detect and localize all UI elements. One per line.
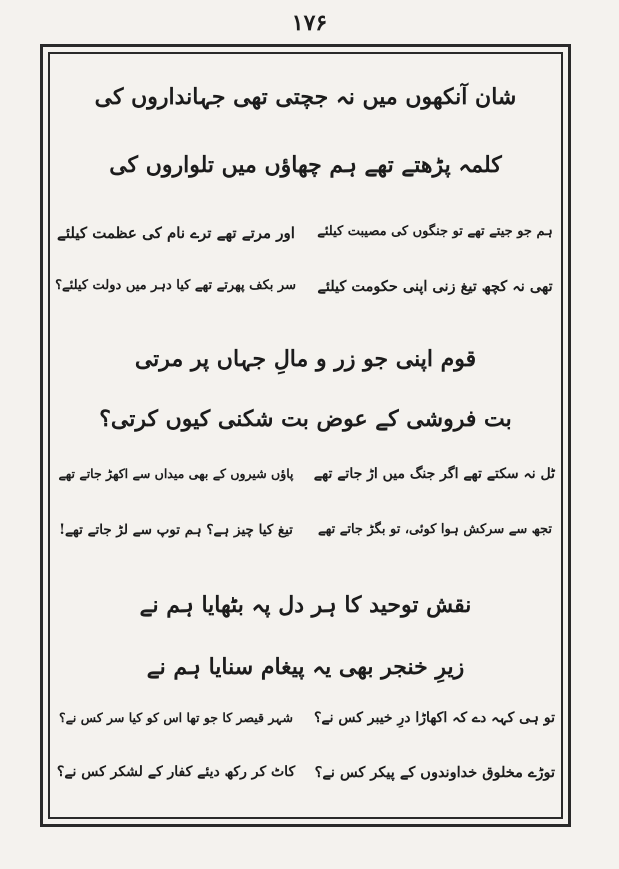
poem-center-line: بت فروشی کے عوض بت شکنی کیوں کرتی؟ [99,406,512,432]
hemistich-first: توڑے مخلوق خداوندوں کے پیکر کس نے؟ [314,764,555,781]
hemistich-first: تو ہی کہہ دے کہ اکھاڑا درِ خیبر کس نے؟ [313,710,555,726]
hemistich-first: ہم جو جیتے تھے تو جنگوں کی مصیبت کیلئے [317,224,553,239]
hemistich-first: ٹل نہ سکتے تھے اگر جنگ میں اڑ جاتے تھے [313,466,555,482]
poem-body [56,62,555,812]
hemistich-second: شہر قیصر کا جو تھا اس کو کیا سر کس نے؟ [58,710,294,725]
poem-couplet [56,764,555,800]
hemistich-second: سر بکف پھرتے تھے کیا دہر میں دولت کیلئے؟ [55,278,296,293]
poem-couplet [56,522,555,558]
page-number: ۱۷۶ [291,10,328,36]
hemistich-second: اور مرتے تھے ترے نام کی عظمت کیلئے [57,224,295,242]
hemistich-first: تجھ سے سرکش ہوا کوئی، تو بگڑ جاتے تھے [317,522,553,537]
poem-couplet [56,466,555,502]
poem-center-line: قوم اپنی جو زر و مالِ جہاں پر مرتی [134,346,477,372]
poem-couplet [56,224,555,260]
poem-center-line: نقش توحید کا ہر دل پہ بٹھایا ہم نے [139,592,472,618]
poem-center-line: شان آنکھوں میں نہ جچتی تھی جہانداروں کی [94,84,517,110]
poem-couplet [56,278,555,314]
hemistich-second: کاٹ کر رکھ دیئے کفار کے لشکر کس نے؟ [56,764,296,780]
poem-center-line: کلمہ پڑھتے تھے ہم چھاؤں میں تلواروں کی [109,152,502,178]
poem-center-line: زیرِ خنجر بھی یہ پیغام سنایا ہم نے [146,654,465,680]
poem-couplet [56,710,555,746]
hemistich-second: تیغ کیا چیز ہے؟ ہم توپ سے لڑ جاتے تھے! [59,522,293,538]
hemistich-first: تھی نہ کچھ تیغ زنی اپنی حکومت کیلئے [317,278,553,295]
hemistich-second: پاؤں شیروں کے بھی میداں سے اکھڑ جاتے تھے [58,466,294,481]
